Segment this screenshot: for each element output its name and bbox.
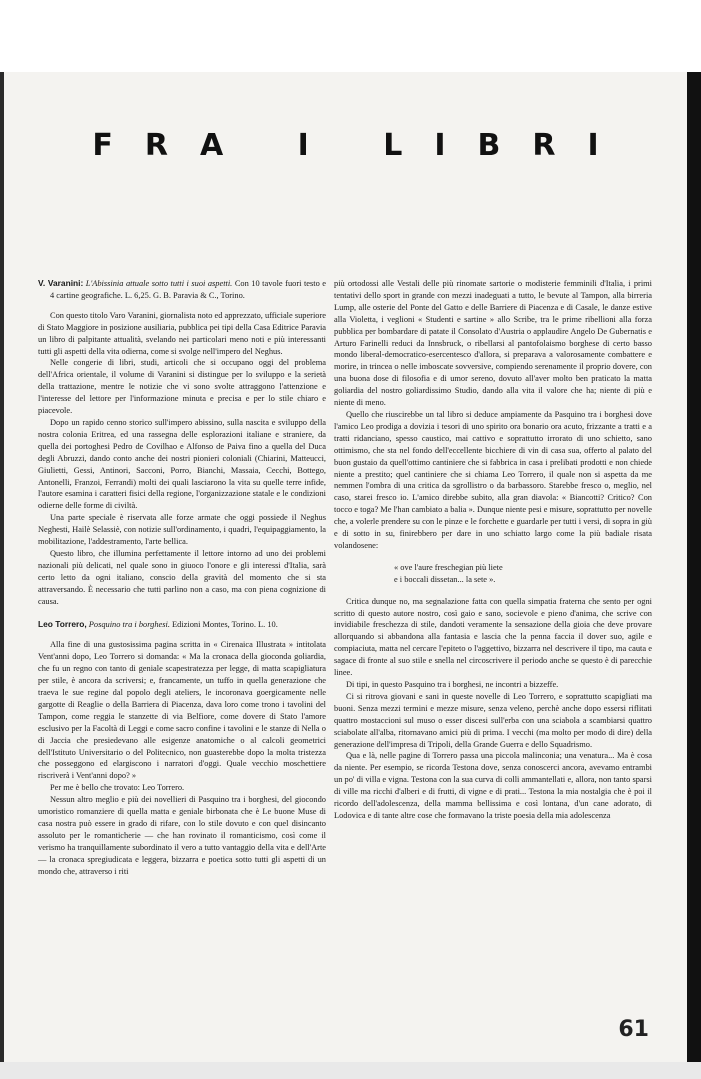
paragraph: Dopo un rapido cenno storico sull'impero abissino, sulla nascita e sviluppo della nostra colonia Eritrea, ed una rassegna delle esplorazioni italiane e straniere, da quella dei portoghesi Pedro de Covilhao e Alfonso de Paiva fino a quella del Duca degli Abruzzi, dando conto anche dei nostri pionieri coloniali (Chiarini, Matteucci, Giulietti, Gessi, Antinori, Sacconi, Porro, Bianchi, Massaia, Cecchi, Bottego, Antonelli, Franzoi, Ferrandi) molti dei quali lasciarono la vita su quelle terre infide, l'autore esamina i caratteri fisici della regione, l'organizzazione statale e le condizioni odierne delle forme di civiltà. bbox=[38, 417, 326, 511]
magazine-page bbox=[4, 72, 687, 1062]
page-number: 61 bbox=[618, 1017, 649, 1042]
review-author: Leo Torrero, bbox=[38, 619, 87, 630]
review-book-details: Edizioni Montes, Torino. L. 10. bbox=[172, 620, 278, 630]
review-header bbox=[38, 619, 326, 631]
paragraph: Qua e là, nelle pagine di Torrero passa una piccola malinconia; una venatura... Ma è cosa da niente. Per esempio, se ricorda Testona dove, senza conoscerci ancora, avevamo entrambi un po' di villa e vigna. Testona con la sua curva di colli ammantellati e, allora, non tanto sparsi di ville ma ricchi d'alberi e di frutti, di vigne e di prati... Testona la mia nostalgia che è poi il ricordo dell'adolescenza, della mamma bellissima e così lontana, d'un cane adorato, di Lodovica e di tante altre cose che formavano la triste poesia della mia adolescenza bbox=[334, 751, 652, 820]
paragraph: Ci si ritrova giovani e sani in queste novelle di Leo Torrero, e soprattutto scapigliati ma buoni. Senza mezzi termini e mezze misure, senza veleno, perchè anche dopo essersi riflitati quattro mostaccioni sul muso o esser discesi sull'erba con una sciabola a scambiarsi quattro sciabolate all'alba, ritornavano amici più di prima. I vecchi (ma molto per modo di dire) della generazione dell'impresa di Tripoli, della Grande Guerra e dello Squadrismo. bbox=[334, 691, 652, 749]
page-top-margin bbox=[0, 0, 701, 72]
page-edge-shadow bbox=[687, 72, 701, 1062]
paragraph: Quello che riuscirebbe un tal libro si deduce ampiamente da Pasquino tra i borghesi dove l'amico Leo prodiga a dovizia i tesori di uno spirito ora bonario ora acuto, frizzante a tratti e a tratti ridanciano, spesso caustico, mai cattivo e soprattutto irrorato di uno schietto, sano ottimismo, che sta nel fondo dell'eccellente bicchiere di vin di casa sua, offerto al palato del buon gustaio da quell'ottimo cantiniere che si fabbrica in casa i prelibati prodotti e non chiede niente a prestito; quel cantiniere che si chiama Leo Torrero, il quale non si aspetta da me nemmen l'ombra di una critica da sgrollistro o da barbassoro. Starebbe fresco o, meglio, nel caso, starei fresco io. L'amico direbbe subito, alla gran diavola: « Biancotti? Critico? Con tocco e toga? Me l'han cambiato a balia ». Dunque niente pesi e misure, soprattutto per novelle che, a volerle prendere su con le pinze e le forchette e guardarle per tutti i versi, di sopra in giù e di sotto in su, finirebbero per dare in uno schiatto largo come la più badiale risata volandosene: bbox=[334, 409, 652, 550]
verse-line: e i boccali dissetan... la sete ». bbox=[394, 574, 496, 584]
review-book-title: Posquino tra i borghesi. bbox=[88, 620, 170, 630]
paragraph: Di tipi, in questo Pasquino tra i borghesi, ne incontri a bizzeffe. bbox=[346, 680, 559, 689]
left-column bbox=[38, 278, 326, 878]
paragraph: Nelle congerie di libri, studi, articoli che si occupano oggi del problema dell'Africa orientale, il volume di Varanini si distingue per lo sviluppo e la serietà della trattazione, mentre le notizie che vi sono svolte attraggono l'attenzione e l'interesse del lettore per l'informazione minuta e precisa e per lo stile chiaro e piacevole. bbox=[38, 358, 326, 416]
paragraph: più ortodossi alle Vestali delle più rinomate sartorie o modisterie femminili d'Italia, i primi tentativi dello sport in grande con mezzi inadeguati a tutto, le bevute al Tampon, alla birreria Lump, alle osterie del Ponte del Gatto e delle Barriere di Piacenza e di Casale, le danze estive alla Violetta, i veglioni « Studenti e sartine » allo Scribe, tra le prime ribellioni alla forza pubblica per bombardare di patate il Consolato d'Austria o applaudire Angelo De Gubernatis e Arturo Farinelli reduci da Innsbruck, o ribellarsi al pantofolaismo borghese di certo basso mondo liberal-democratico-esercentesco d'allora, si preparava a valorosamente combattere e morire, in trincea o nelle imboscate sovversive, compiendo serenamente il proprio dovere, con una buona dose di filosofia e di umor sereno, dovuto all'aver molto ben praticato la matta goliardia del nostro goliardissimo Studio, dando alla vita il valore che ha; niente di più e niente di meno. bbox=[334, 279, 652, 408]
verse-quote bbox=[334, 562, 652, 586]
page-bottom-margin bbox=[0, 1062, 701, 1079]
paragraph: Critica dunque no, ma segnalazione fatta con quella simpatia fraterna che sento per ogni scritto di questo autore nostro, così gaio e sano, socievole e pieno d'anima, che scrive con invidiabile freschezza di stile, dandoti veramente la sensazione della gioia che deve provare allorquando si abbandona alla fantasia e lascia che la penna faccia il dover suo, agile e compiaciuta, matta nel cercare l'epiteto o l'aggettivo, bizzarra nel descrivere il tipo, ma cauta e sagace di fronte al suo stile e snella nel circoscrivere il periodo anche se questo è di parecchie linee. bbox=[334, 596, 652, 678]
review-book-details: Con 10 tavole fuori testo e 4 cartine geografiche. L. 6,25. G. B. Paravia & C., Torino. bbox=[50, 279, 327, 300]
paragraph: Una parte speciale è riservata alle forze armate che oggi possiede il Neghus Neghesti, Hailè Selassiè, con notizie sull'ordinamento, i quadri, l'equipaggiamento, la mobilitazione, l'addestramento, l'arte bellica. bbox=[38, 513, 326, 547]
paragraph: Questo libro, che illumina perfettamente il lettore intorno ad uno dei problemi nazionali più delicati, nel quale sono in giuoco l'onore e gli interessi d'Italia, sarà certo letto da ogni italiano, conscio della gravità del momento che si sta attraversando. È necessario che tutti parlino non a caso, ma con piena cognizione di causa. bbox=[38, 548, 326, 606]
paragraph: Per me è bello che trovato: Leo Torrero. bbox=[50, 783, 185, 793]
review-header bbox=[38, 278, 326, 302]
review-author: V. Varanini: bbox=[38, 278, 84, 288]
review-book-title: L'Abissinia attuale sotto tutti i suoi aspetti. bbox=[85, 279, 233, 288]
page-title: FRA I LIBRI bbox=[92, 128, 631, 163]
paragraph: Con questo titolo Varo Varanini, giornalista noto ed apprezzato, ufficiale superiore di Stato Maggiore in posizione ausiliaria, pubblica pei tipi della Casa Editrice Paravia un libro di palpitante attualità, svelando nei particolari meno noti e più interessanti tutti gli aspetti della vita odierna, come si svolge nell'impero del Neghus. bbox=[38, 310, 326, 356]
right-column bbox=[334, 278, 652, 822]
paragraph: Alla fine di una gustosissima pagina scritta in « Cirenaica Illustrata » intitolata Vent'anni dopo, Leo Torrero si domanda: « Ma la cronaca della gioconda goliardia, che fu un regno con tanto di geniale scapestratezza per legge, di matta scapigliatura per stile, è ancora da scriversi; e, francamente, un tuffo in quella generazione che traeva le sue regine dal popolo degli ateliers, le incoronava goergicamente nelle gargotte di Reaglie o della Barriera di Piacenza, dava loro come trono i tavolini del Tampon, come reggia le stanzette di via Belfiore, come dovere di Stato l'amore esclusivo per la Facoltà di Leggi e come sacro confine i tavolini e le stanze di Nella o di Jaccia che presiedevano alle esigenze anatomiche o al calcoli geometrici dell'Istituto Universitario o del Politecnico, non guasterebbe dopo la molta tristezza che posseggono ed elargiscono i narratori d'oggi. Quale vecchio moschettiere riscriverà i Vent'anni dopo? » bbox=[38, 640, 326, 781]
paragraph: Nessun altro meglio e più dei novellieri di Pasquino tra i borghesi, del giocondo umoristico romanziere di quella matta e geniale birbonata che è Le buone Muse di casa nostra può essere in grado di rifare, con lo stile dovuto e con quel disincanto assoluto per le romanticherie — che han rovinato il romanticismo, così come il verismo ha tranquillamente subordinato il vero a tutto vantaggio della vita e dell'Arte — la cronaca spregiudicata e leggera, bizzarra e poetica sotto tutti gli aspetti di un mondo che, attraverso i riti bbox=[38, 795, 326, 876]
verse-line: « ove l'aure freschegian più liete bbox=[394, 562, 503, 572]
